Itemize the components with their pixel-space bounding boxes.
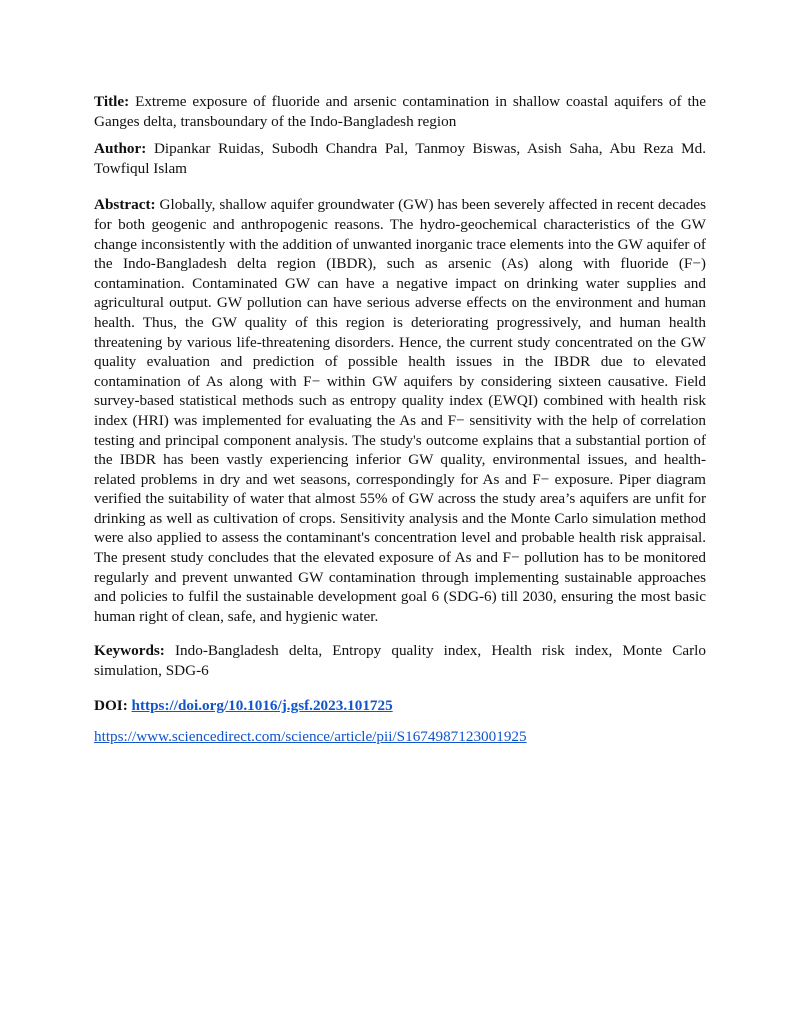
title-text: Extreme exposure of fluoride and arsenic contamination in shallow coastal aquifers of the Ganges delta, transboundary of the Indo-Bangladesh region — [94, 93, 706, 130]
document-page — [94, 92, 706, 747]
keywords-text: Indo-Bangladesh delta, Entropy quality index, Health risk index, Monte Carlo simulation, SDG-6 — [94, 642, 706, 680]
source-paragraph — [94, 727, 706, 747]
title-paragraph — [94, 92, 706, 131]
abstract-label: Abstract: — [94, 196, 156, 214]
keywords-paragraph — [94, 641, 706, 680]
sciencedirect-link[interactable]: https://www.sciencedirect.com/science/article/pii/S1674987123001925 — [94, 728, 527, 746]
doi-label: DOI: — [94, 696, 128, 714]
doi-link[interactable]: https://doi.org/10.1016/j.gsf.2023.101725 — [131, 696, 393, 714]
author-label: Author: — [94, 140, 147, 158]
abstract-text: Globally, shallow aquifer groundwater (GW) has been severely affected in recent decades for both geogenic and anthropogenic reasons. The hydro-geochemical characteristics of the GW change inconsistently with the addition of unwanted inorganic trace elements into the GW aquifer of the Indo-Bangladesh delta region (IBDR), such as arsenic (As) along with fluoride (F−) contamination. Contaminated GW can have a negative impact on drinking water supplies and agricultural output. GW pollution can have serious adverse effects on the environment and human health. Thus, the GW quality of this region is deteriorating progressively, and human health threatening by various life-threatening disorders. Hence, the current study concentrated on the GW quality evaluation and prediction of possible health issues in the IBDR due to elevated contamination of As along with F− within GW aquifers by considering sixteen causative. Field survey-based statistical methods such as entropy quality index (EWQI) combined with health risk index (HRI) was implemented for evaluating the As and F− sensitivity with the help of correlation testing and principal component analysis. The study's outcome explains that a substantial portion of the IBDR has been vastly experiencing inferior GW quality, environmental issues, and health-related problems in dry and wet seasons, correspondingly for As and F− exposure. Piper diagram verified the suitability of water that almost 55% of GW across the study area’s aquifers are unfit for drinking as well as cultivation of crops. Sensitivity analysis and the Monte Carlo simulation method were also applied to assess the contaminant's concentration level and probable health risk appraisal. The present study concludes that the elevated exposure of As and F− pollution has to be monitored regularly and prevent unwanted GW contamination through implementing sustainable approaches and policies to fulfil the sustainable development goal 6 (SDG-6) till 2030, ensuring the most basic human right of clean, safe, and hygienic water. — [94, 196, 707, 625]
keywords-label: Keywords: — [94, 642, 165, 660]
author-paragraph — [94, 139, 706, 178]
title-label: Title: — [94, 93, 130, 110]
abstract-paragraph — [94, 195, 706, 626]
author-text: Dipankar Ruidas, Subodh Chandra Pal, Tanmoy Biswas, Asish Saha, Abu Reza Md. Towfiqul Islam — [94, 140, 707, 177]
doi-paragraph — [94, 696, 706, 716]
